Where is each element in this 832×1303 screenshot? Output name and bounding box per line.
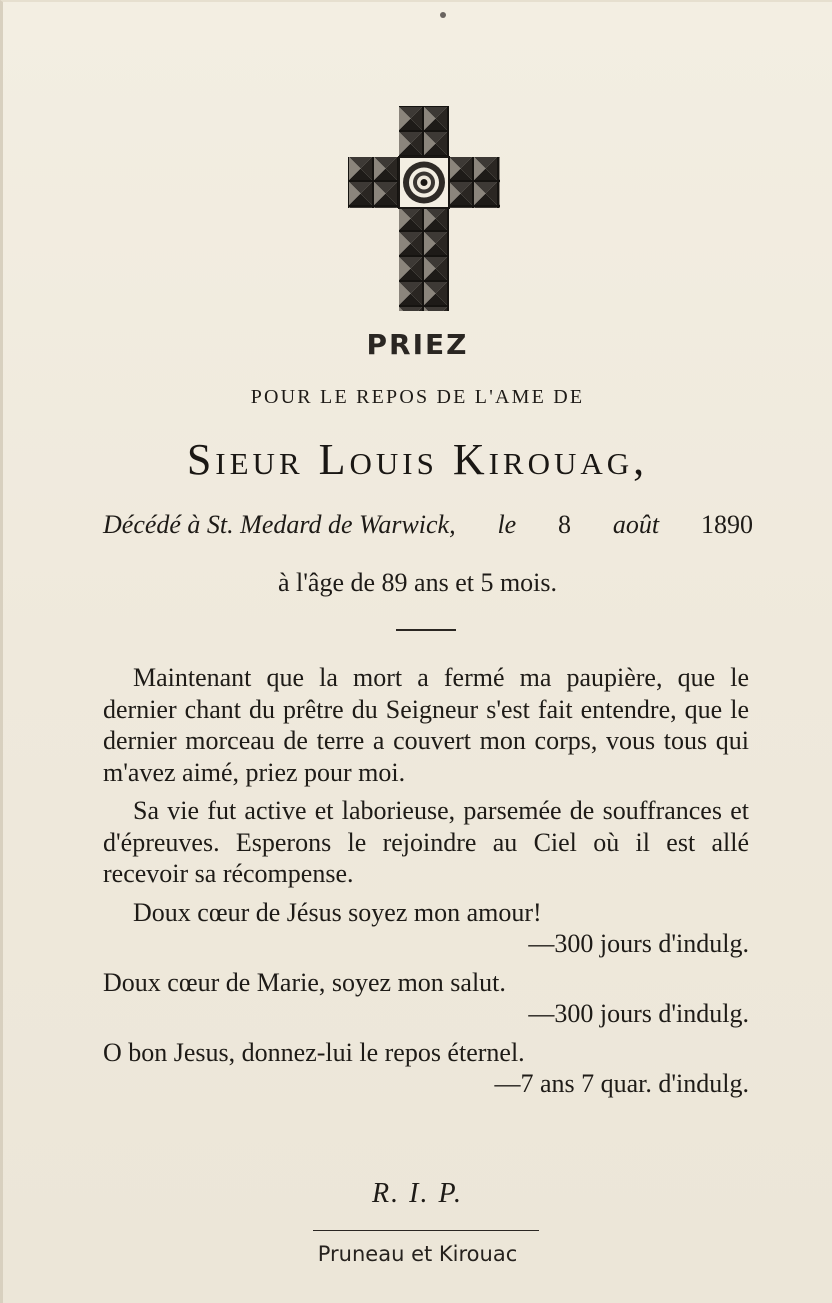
ornamental-cross-icon — [348, 106, 500, 311]
card-text — [103, 662, 749, 1100]
repos-line: POUR LE REPOS DE L'AME DE — [250, 386, 585, 408]
prayer-marie: Doux cœur de Marie, soyez mon salut. — [103, 967, 506, 997]
death-day: 8 — [558, 510, 572, 539]
death-month: août — [612, 510, 660, 539]
age-line: à l'âge de 89 ans et 5 mois. — [277, 568, 558, 597]
death-le: le — [497, 510, 517, 539]
priez-heading: PRIEZ — [366, 328, 469, 361]
deceased-name: Sieur Louis Kirouag, — [186, 435, 649, 484]
divider-short — [396, 629, 456, 631]
death-place-date — [103, 510, 753, 540]
rip-line: R. I. P. — [372, 1178, 463, 1209]
prayer-bon-jesus: O bon Jesus, donnez-lui le repos éternel. — [103, 1037, 525, 1067]
indulgence-jesus: —300 jours d'indulg. — [528, 929, 749, 958]
indulgence-marie: —300 jours d'indulg. — [528, 999, 749, 1028]
printer-credit: Pruneau et Kirouac — [317, 1242, 518, 1266]
prayer-jesus: Doux cœur de Jésus soyez mon amour! — [133, 897, 542, 927]
death-year: 1890 — [700, 510, 753, 539]
paragraph-sa-vie: Sa vie fut active et laborieuse, parsemée de souffrances et d'épreuves. Esperons le rejoindre au Ciel où il est allé recevoir sa récompense. — [103, 796, 749, 888]
divider-long — [313, 1230, 539, 1231]
indulgence-bon-jesus: —7 ans 7 quar. d'indulg. — [494, 1069, 749, 1098]
ink-speck — [440, 12, 446, 18]
death-place: Décédé à St. Medard de Warwick, — [103, 510, 456, 539]
paragraph-maintenant: Maintenant que la mort a fermé ma paupière, que le dernier chant du prêtre du Seigneur s'est fait entendre, que le dernier morceau de terre a couvert mon corps, vous tous qui m'avez aimé, priez pour moi. — [103, 663, 749, 787]
